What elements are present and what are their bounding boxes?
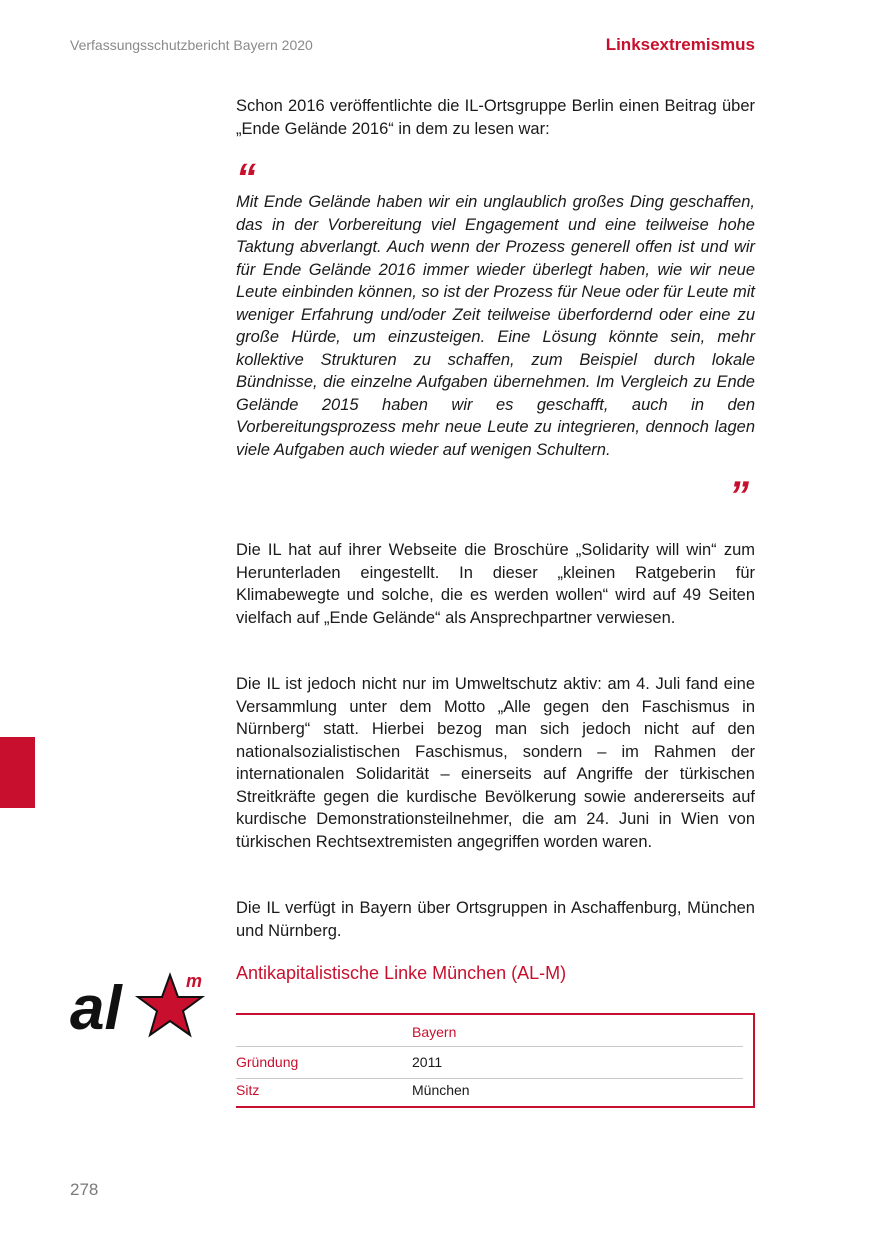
table-row-label: Sitz — [236, 1082, 260, 1098]
paragraph-assembly: Die IL ist jedoch nicht nur im Umweltschutz aktiv: am 4. Juli fand eine Versammlung unter dem Motto „Alle gegen den Faschismus in Nürnberg“ statt. Hierbei bezog man sich jedoch nicht auf den nationalsozialistischen Faschismus, sondern – im Rahmen der internationalen Solidarität – einerseits auf Angriffe der türkischen Streitkräfte gegen die kurdische Bevölkerung sowie andererseits auf kurdische Demonstrationsteilnehmer, die am 24. Juni in Wien von türkischen Rechtsextremisten angegriffen worden waren. — [236, 675, 755, 851]
running-header-title: Verfassungsschutzbericht Bayern 2020 — [70, 37, 313, 53]
block-quote: Mit Ende Gelände haben wir ein unglaublich großes Ding geschaffen, das in der Vorbereitung viel Engagement und eine teilweise hohe Taktung abverlangt. Auch wenn der Prozess generell offen ist und wir für Ende Gelände 2016 immer wieder überlegt haben, wie wir neue Leute einbinden können, so ist der Prozess für Neue oder für Leute mit weniger Erfahrung und/oder Zeit teilweise überfordernd oder eine zu große Hürde, um einzusteigen. Eine Lösung könnte sein, mehr kollektive Strukturen zu schaffen, zum Beispiel durch lokale Bündnisse, die einzelne Aufgaben übernehmen. Im Vergleich zu Ende Gelände 2015 haben wir es geschafft, auch in den Vorbereitungsprozess mehr neue Leute zu integrieren, dennoch lagen viele Aufgaben auch wieder auf wenigen Schultern. — [236, 193, 755, 459]
info-table — [236, 1013, 755, 1108]
al-m-logo — [70, 967, 210, 1049]
table-row — [236, 1054, 743, 1079]
table-row-value: München — [412, 1082, 470, 1098]
logo-lettering: al — [70, 974, 122, 1043]
page-number: 278 — [70, 1180, 99, 1199]
quote-open-mark: “ — [236, 156, 256, 200]
chapter-side-tab — [0, 737, 35, 808]
running-header-chapter: Linksextremismus — [605, 35, 755, 54]
section-heading: Antikapitalistische Linke München (AL-M) — [236, 963, 567, 983]
paragraph-brochure: Die IL hat auf ihrer Webseite die Broschüre „Solidarity will win“ zum Herunterladen eingestellt. In dieser „kleinen Ratgeberin für Klimabewegte und solche, die es werden wollen“ wird auf 49 Seiten vielfach auf „Ende Gelände“ als Ansprechpartner verwiesen. — [236, 541, 755, 627]
intro-paragraph: Schon 2016 veröffentlichte die IL-Ortsgruppe Berlin einen Beitrag über „Ende Gelände 2016“ in dem zu lesen war: — [236, 97, 755, 138]
table-header-region: Bayern — [412, 1024, 457, 1040]
logo-star-lettering: m — [186, 971, 203, 991]
table-row-label: Gründung — [236, 1054, 299, 1070]
table-header-row — [236, 1024, 743, 1047]
table-row-value: 2011 — [412, 1054, 443, 1070]
quote-close-mark: ” — [729, 474, 749, 518]
paragraph-local-groups: Die IL verfügt in Bayern über Ortsgruppen in Aschaffenburg, München und Nürnberg. — [236, 899, 755, 940]
table-row — [236, 1082, 743, 1104]
